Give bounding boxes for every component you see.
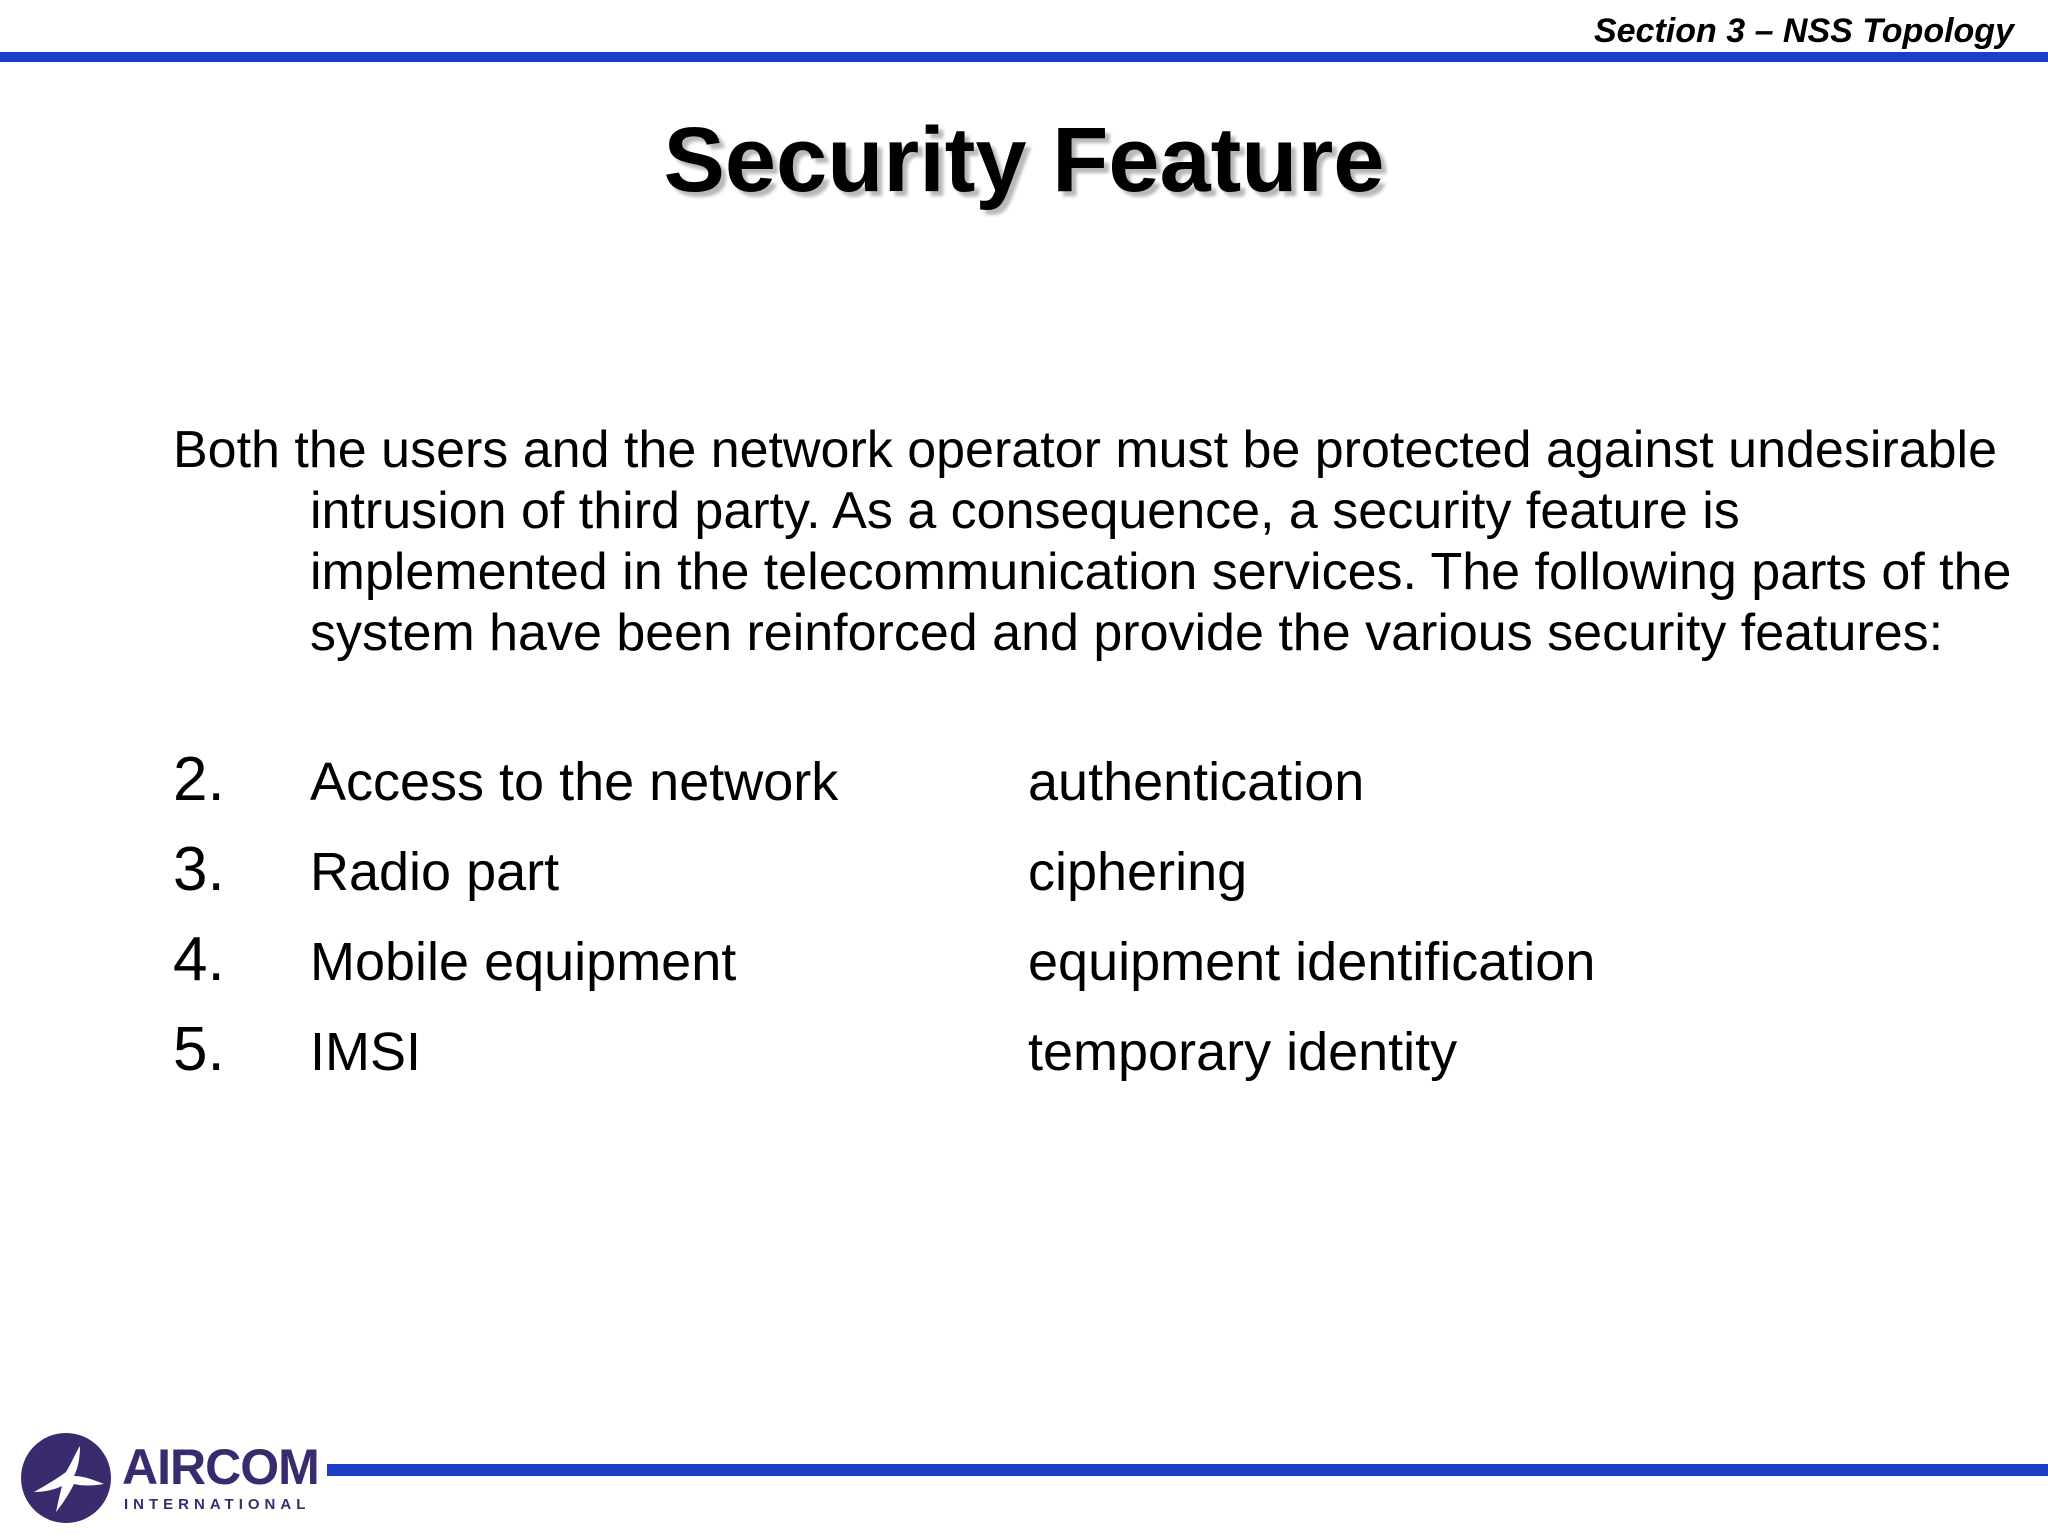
logo-wordmark: AIRCOM xyxy=(122,1439,319,1495)
feature-list xyxy=(173,740,1893,1100)
bottom-divider xyxy=(327,1464,2048,1476)
feature-measure: temporary identity xyxy=(1028,1022,1458,1082)
feature-number: 2. xyxy=(173,745,225,814)
slide-title: Security Feature xyxy=(663,109,1385,211)
feature-number: 3. xyxy=(173,835,225,904)
feature-number: 4. xyxy=(173,925,225,994)
feature-part: IMSI xyxy=(310,1022,422,1082)
feature-row xyxy=(173,920,1893,1010)
feature-measure: authentication xyxy=(1028,752,1365,812)
bird-emblem-icon xyxy=(20,1432,112,1524)
feature-measure: ciphering xyxy=(1028,842,1248,902)
company-logo xyxy=(20,1430,320,1526)
feature-row xyxy=(173,830,1893,920)
feature-part: Access to the network xyxy=(310,752,839,812)
feature-number: 5. xyxy=(173,1015,225,1084)
feature-measure: equipment identification xyxy=(1028,932,1596,992)
body-paragraph: Both the users and the network operator must be protected against undesirable intrusion of third party. As a consequence, a security feature is implemented in the telecommunication services. The following parts of the system have been reinforced and provide the various security features: xyxy=(173,421,2012,662)
feature-part: Mobile equipment xyxy=(310,932,737,992)
logo-subtitle: INTERNATIONAL xyxy=(124,1496,311,1513)
feature-row xyxy=(173,740,1893,830)
feature-part: Radio part xyxy=(310,842,560,902)
feature-row xyxy=(173,1010,1893,1100)
top-divider xyxy=(0,52,2048,62)
section-header: Section 3 – NSS Topology xyxy=(1593,12,2014,50)
